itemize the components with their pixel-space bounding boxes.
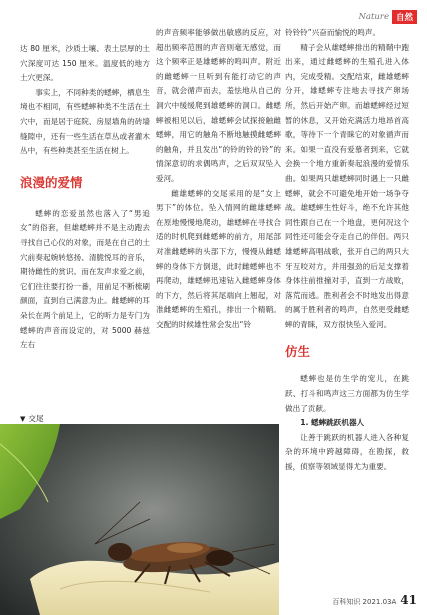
paragraph: 事实上，不同种类的蟋蟀，栖息生境也不相同，有些蟋蟀种类不生活在土穴中，而是居于庭院、房屋墙角的砖墙缝隙中，还有一些生活在草丛或者灌木丛中，有些种类甚至生活在树上。 <box>20 87 150 156</box>
text-column-1 <box>20 42 150 353</box>
cricket-mating-photo <box>0 424 279 615</box>
paragraph: 精子会从雄蟋蟀排出的精鞘中跑出来，通过雌蟋蟀的生殖孔进入体内，完成受精。交配结束，雌雄蟋蟀分开，雄蟋蟀专注地去寻找产卵场所，然后开始产卵。而雄蟋蟀经过短暂的休息，又开始充满活力地昂首高歌，等待下一个青睐它的对象循声而来。如果一直没有爱慕者到来，它就会换一个地方重新奏起浪漫的爱情乐曲。如果两只雄蟋蟀同时遇上一只雌蟋蟀，就会不可避免地开始一场争夺战。雄蟋蟀生性好斗，绝不允许其他同性跟自己在一个地盘，更何况这个同性还可能会夺走自己的伴侣。两只雄蟋蟀高唱战歌，张开自己的两只大牙互咬对方，并用强劲的后足支撑着身体往前推撞对手，直到一方战败，落荒而逃。胜利者会不时地发出得意的属于胜利者的鸣声，自然更受雌蟋蟀的青睐，双方很快坠入爱河。 <box>285 42 409 329</box>
paragraph: 雌雄蟋蟀的交尾采用的是“女上男下”的体位。坠入情网的雌雄蟋蟀在原地慢慢地爬动，雄蟋蟀在寻找合适的时机爬到雌蟋蟀的前方，用尾部对准雌蟋蟀的头部下方，慢慢从雌蟋蟀的身体下方倒退，此时雌蟋蟀也不再爬动，雄蟋蟀迅速钻入雌蟋蟀身体的下方，然后将其尾端向上翘起，对准雌蟋蟀的生殖孔，排出一个精鞘。交配的时候雄性常会发出“铃 <box>156 188 281 329</box>
text-column-3 <box>285 26 409 475</box>
paragraph: 蟋蟀也是仿生学的宠儿，在跳跃、打斗和鸣声这三方面都为仿生学做出了贡献。 <box>285 374 409 413</box>
photo-illustration <box>0 424 279 615</box>
photo-caption <box>20 413 44 424</box>
triangle-down-icon: ▼ <box>20 414 26 423</box>
section-heading-bionics: 仿生 <box>285 344 311 360</box>
paragraph: 蟋蟀的恋爱虽然也落入了“男追女”的俗套，但雄蟋蟀并不是主动跑去寻找自己心仪的对象，而是在自己的土穴前奏起婉转悠扬、清脆悦耳的音乐，期待雌性的赏识。而在发声求爱之前，它们往往要打扮一番，用前足不断梳刷颜面，直到自己满意为止。雌蟋蟀的耳朵长在两个前足上，它的听力是专门为蟋蟀的声音而设定的，对 5000 赫兹左右 <box>20 208 150 350</box>
page-footer <box>332 593 417 607</box>
paragraph: 让善于跳跃的机器人进入各种复杂的环境中跨越障碍，在勘探，救援，侦察等领域显得尤为重要。 <box>285 432 409 472</box>
text-column-2 <box>156 26 281 332</box>
section-label-cn: 自然 <box>392 10 417 24</box>
caption-text: 交尾 <box>28 414 44 423</box>
numbered-subheading: 1. 蟋蟀跳跃机器人 <box>300 418 365 428</box>
paragraph: 达 80 厘米，沙质土壤、表土层厚的土穴深度可达 150 厘米。温度低的地方土穴更深。 <box>20 44 150 83</box>
page-number: 41 <box>400 593 417 607</box>
paragraph: 铃铃铃”兴奋而愉悦的鸣声。 <box>285 28 381 37</box>
journal-source: 百科知识 2021.03A <box>332 598 397 606</box>
section-heading-romance: 浪漫的爱情 <box>20 174 83 190</box>
section-header <box>358 10 417 24</box>
paragraph: 的声音频率能够做出敏感的反应，对超出频率范围的声音则毫无感觉，而这个频率正是雄蟋蟀的鸣叫声。附近的雌蟋蟀一旦听到有能打动它的声音，就会循声而去，羞怯地从自己的洞穴中缓缓爬到雄蟋蟀的洞口。雌蟋蟀被相见以后，雄蟋蟀会试探接触雌蟋蟀，用它的触角不断地触摸雌蟋蟀的触角，并且发出“的铃的铃的铃”的情深意切的求偶鸣声，之后双双坠入爱河。 <box>156 28 281 183</box>
section-label-en: Nature <box>358 12 389 22</box>
